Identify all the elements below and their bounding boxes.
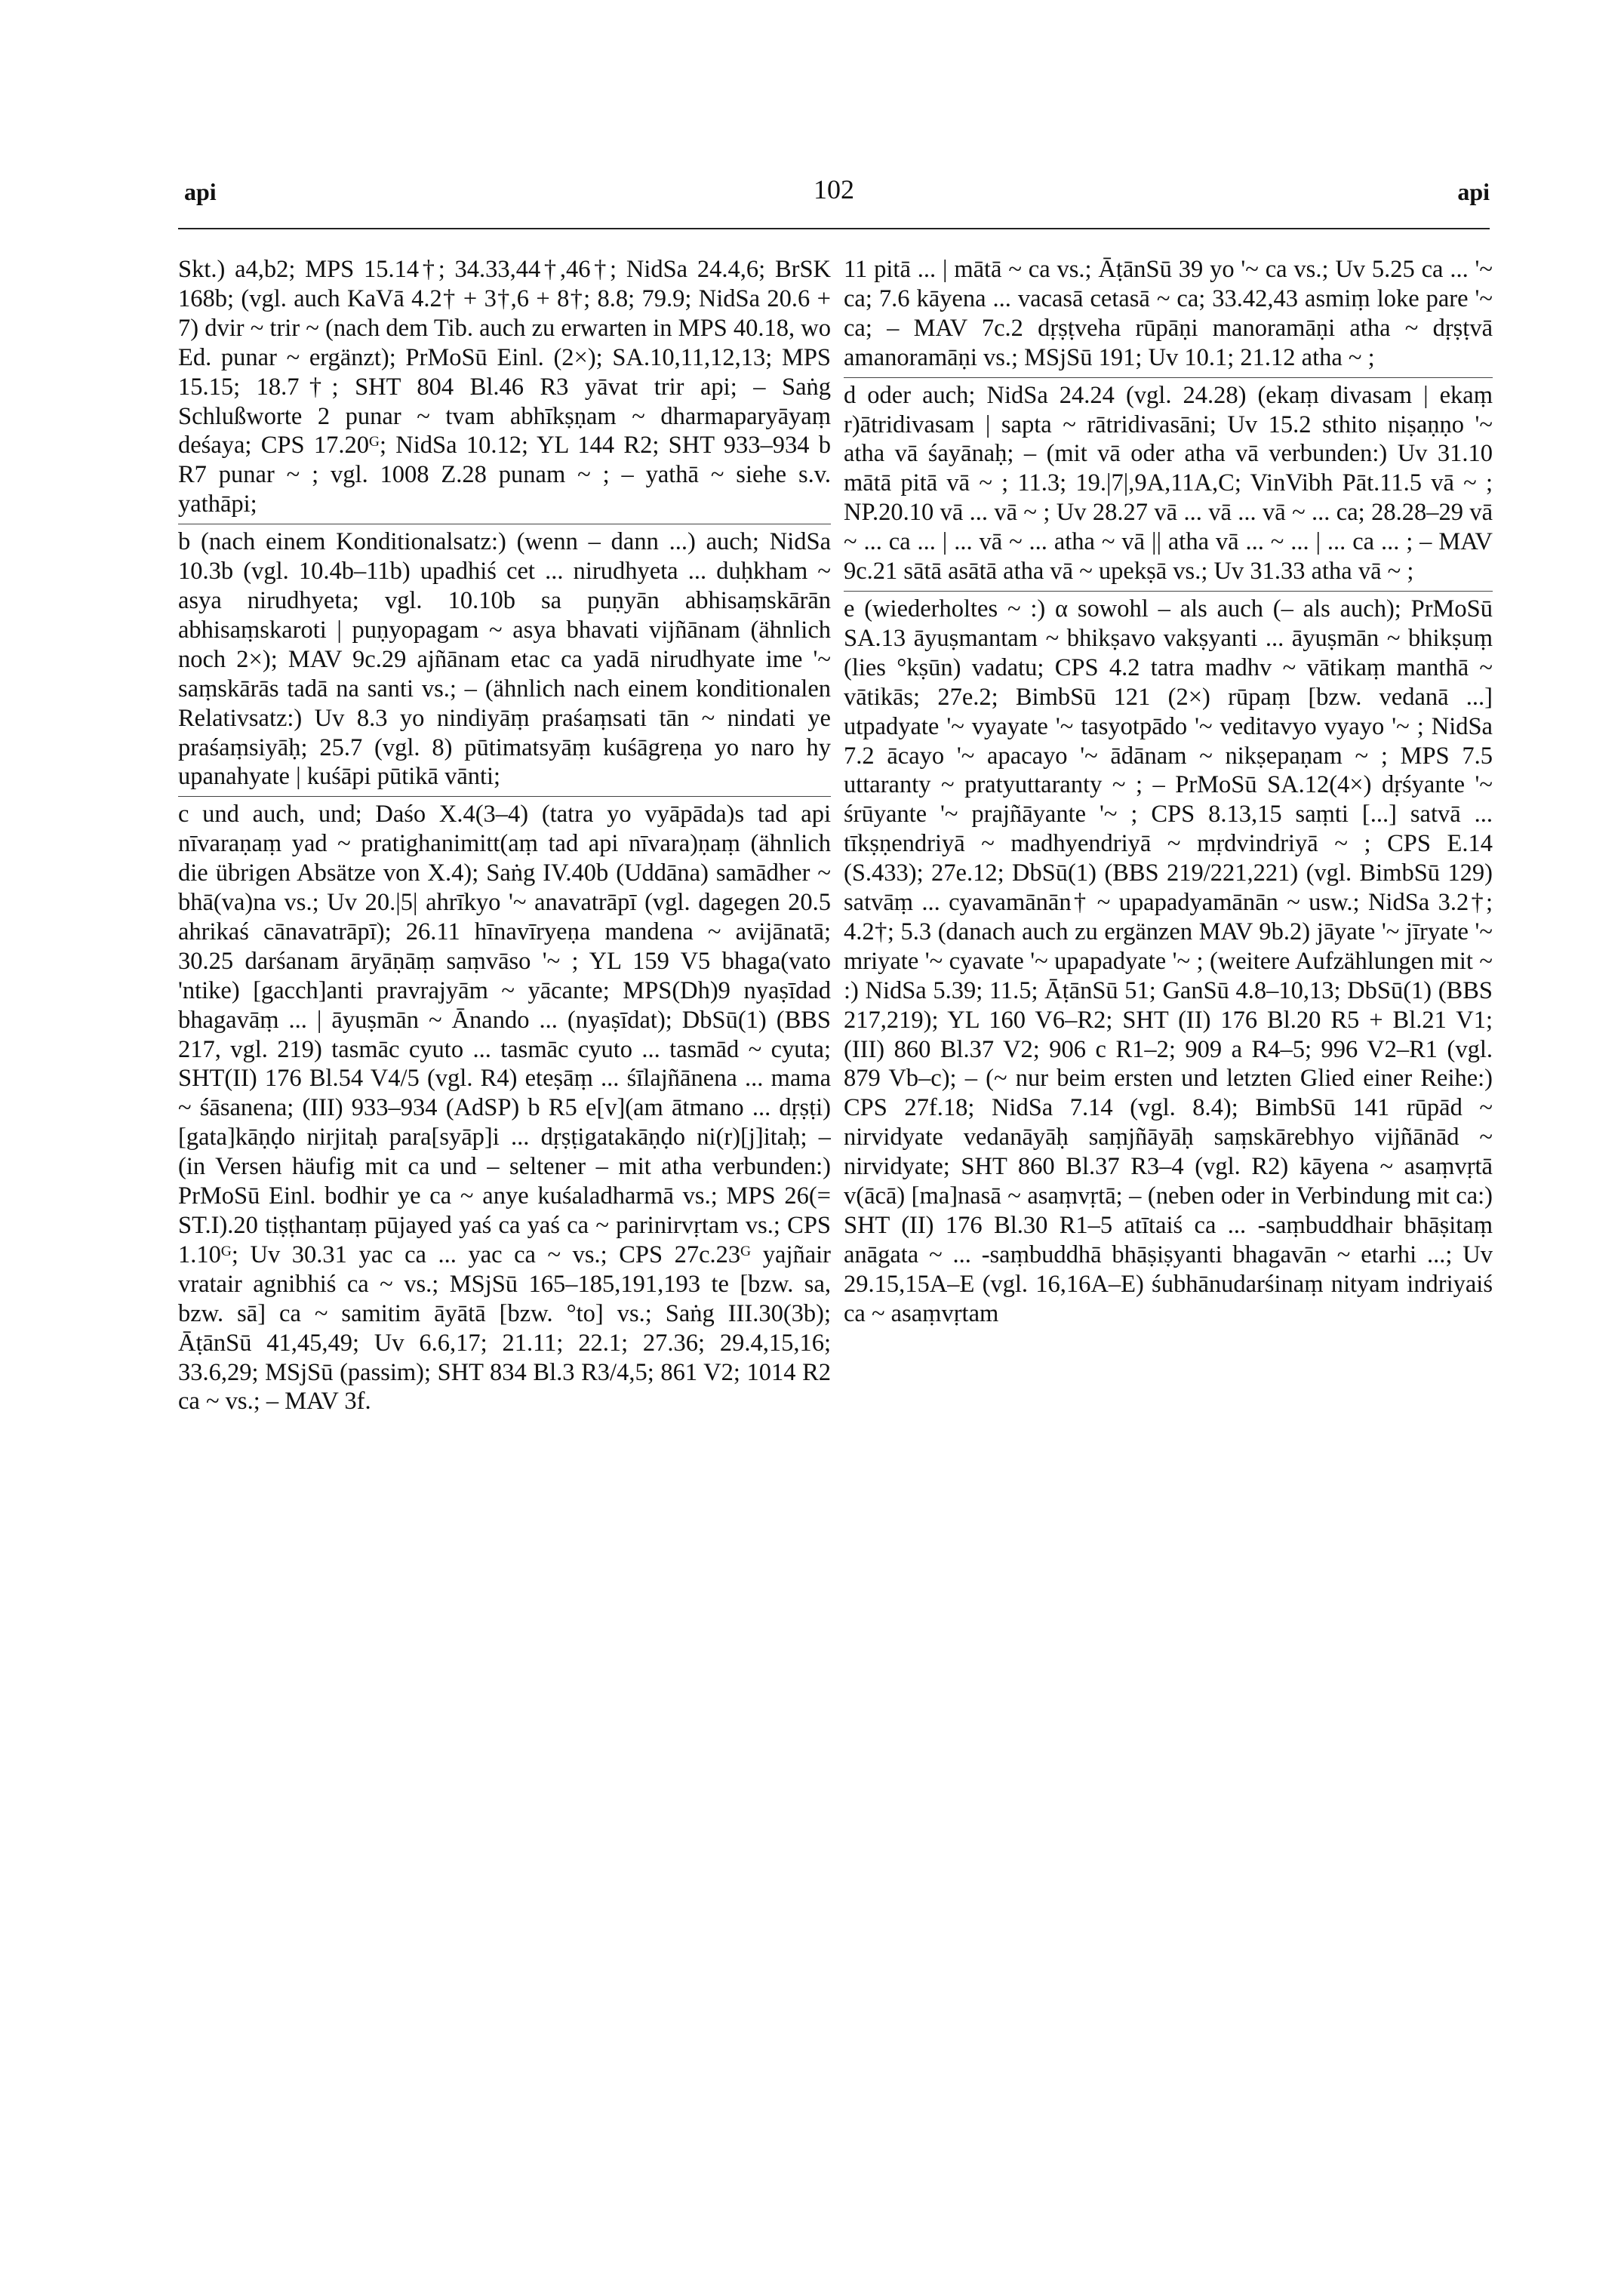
entry-paragraph-a: Skt.) a4,b2; MPS 15.14†; 34.33,44†,46†; NidSa 24.4,6; BrSK 168b; (vgl. auch KaVā 4.2† + 3†,6 + 8†; 8.8; 79.9; NidSa 20.6 + 7) dvir ~ trir ~ (nach dem Tib. auch zu erwarten in MPS 40.18, wo Ed. punar ~ ergänzt); PrMoSū Einl. (2×); SA.10,11,12,13; MPS 15.15; 18.7†; SHT 804 Bl.46 R3 yāvat trir api; – Saṅg Schlußworte 2 punar ~ tvam abhīkṣṇam ~ dharmaparyāyaṃ deśaya; CPS 17.20ᴳ; NidSa 10.12; YL 144 R2; SHT 933–934 b R7 punar ~ ; vgl. 1008 Z.28 punam ~ ; – yathā ~ siehe s.v. yathāpi; xyxy=(178,256,831,518)
entry-paragraph-e: e (wiederholtes ~ :) α sowohl – als auch (– als auch); PrMoSū SA.13 āyuṣmantam ~ bhikṣavo vakṣyanti ... āyuṣmān ~ bhikṣuṃ (lies °kṣūn) vadatu; CPS 4.2 tatra madhv ~ vātikaṃ manthā ~ vātikās; 27e.2; BimbSū 121 (2×) rūpaṃ [bzw. vedanā ...] utpadyate '~ vyayate '~ tasyotpādo '~ veditavyo vyayo '~ ; NidSa 7.2 ācayo '~ apacayo '~ ādānam ~ nikṣepaṇam ~ ; MPS 7.5 uttaranty ~ pratyuttaranty ~ ; – PrMoSū SA.12(4×) dṛśyante '~ śrūyante '~ prajñāyante '~ ; CPS 8.13,15 saṃti [...] satvā ... tīkṣṇendriyā ~ madhyendriyā ~ mṛdvindriyā ~ ; CPS E.14 (S.433); 27e.12; DbSū(1) (BBS 219/221,221) (vgl. BimbSū 129) satvāṃ ... cyavamānān† ~ upapadyamānān ~ usw.; NidSa 3.2†; 4.2†; 5.3 (danach auch zu ergänzen MAV 9b.2) jāyate '~ jīryate '~ mriyate '~ cyavate '~ upapadyate '~ ; (weitere Aufzählungen mit ~ :) NidSa 5.39; 11.5; ĀṭānSū 51; GanSū 4.8–10,13; DbSū(1) (BBS 217,219); YL 160 V6–R2; SHT (II) 176 Bl.20 R5 + Bl.21 V1; (III) 860 Bl.37 V2; 906 c R1–2; 909 a R4–5; 996 V2–R1 (vgl. 879 Vb–c); – (~ nur beim ersten und letzten Glied einer Reihe:) CPS 27f.18; NidSa 7.14 (vgl. 8.4); BimbSū 141 rūpād ~ nirvidyate vedanāyāḥ saṃjñāyāḥ saṃskārebhyo vijñānād ~ nirvidyate; SHT 860 Bl.37 R3–4 (vgl. R2) kāyena ~ asaṃvṛtā v(ācā) [ma]nasā ~ asaṃvṛtā; – (neben oder in Verbindung mit ca:) SHT (II) 176 Bl.30 R1–5 atītaiś ca ... -saṃbuddhair bhāṣitaṃ anāgata ~ ... -saṃbuddhā bhāṣiṣyanti bhagavān ~ etarhi ...; Uv 29.15,15A–E (vgl. 16,16A–E) śubhānudarśinaṃ nityam indriyaiś ca ~ asaṃvṛtam xyxy=(844,591,1493,1329)
entry-paragraph-c: c und auch, und; Daśo X.4(3–4) (tatra yo vyāpāda)s tad api nīvaraṇaṃ yad ~ pratighanimitt(aṃ tad api nīvara)ṇaṃ (ähnlich die übrigen Absätze von X.4); Saṅg IV.40b (Uddāna) samādher ~ bhā(va)na vs.; Uv 20.|5| ahrīkyo '~ anavatrāpī (vgl. dagegen 20.5 ahrikaś cānavatrāpī); 26.11 hīnavīryeṇa mandena ~ avijānatā; 30.25 darśanam āryāṇāṃ saṃvāso '~ ; YL 159 V5 bhaga(vato 'ntike) [gacch]anti pravrajyām ~ yācante; MPS(Dh)9 nyaṣīdad bhagavāṃ ... | āyuṣmān ~ Ānando ... (nyaṣīdat); DbSū(1) (BBS 217, vgl. 219) tasmāc cyuto ... tasmāc cyuto ... tasmād ~ cyuta; SHT(II) 176 Bl.54 V4/5 (vgl. R4) eteṣāṃ ... śīlajñānena ... mama ~ śāsanena; (III) 933–934 (AdSP) b R5 e[v](am ātmano ... dṛṣṭi)[gata]kāṇḍo nirjitaḥ para[syāp]i ... dṛṣṭigatakāṇḍo ni(r)[j]itaḥ; – (in Versen häufig mit ca und – seltener – mit atha verbunden:) PrMoSū Einl. bodhir ye ca ~ anye kuśaladharmā vs.; MPS 26(= ST.I).20 tiṣṭhantaṃ pūjayed yaś ca yaś ca ~ parinirvṛtam vs.; CPS 1.10ᴳ; Uv 30.31 yac ca ... yac ca ~ vs.; CPS 27c.23ᴳ yajñair vratair agnibhiś ca ~ vs.; MSjSū 165–185,191,193 te [bzw. sa, bzw. sā] ca ~ samitim āyātā [bzw. °to] vs.; Saṅg III.30(3b); ĀṭānSū 41,45,49; Uv 6.6,17; 21.11; 22.1; 27.36; 29.4,15,16; 33.6,29; MSjSū (passim); SHT 834 Bl.3 R3/4,5; 861 V2; 1014 R2 ca ~ vs.; – MAV 3f. xyxy=(178,796,831,1416)
entry-paragraph-c-cont: 11 pitā ... | mātā ~ ca vs.; ĀṭānSū 39 yo '~ ca vs.; Uv 5.25 ca ... '~ ca; 7.6 kāyena ... vacasā cetasā ~ ca; 33.42,43 asmiṃ loke pare '~ ca; – MAV 7c.2 dṛṣṭveha rūpāṇi manoramāṇi atha ~ dṛṣṭvā amanoramāṇi vs.; MSjSū 191; Uv 10.1; 21.12 atha ~ ; xyxy=(844,256,1493,371)
page-number: 102 xyxy=(814,174,854,204)
running-head-right: api xyxy=(1457,178,1490,205)
entry-paragraph-b: b (nach einem Konditionalsatz:) (wenn – dann ...) auch; NidSa 10.3b (vgl. 10.4b–11b) upadhiś cet ... nirudhyeta ... duḥkham ~ asya nirudhyeta; vgl. 10.10b sa puṇyān abhisaṃskārān abhisaṃskaroti | puṇyopagam ~ asya bhavati vijñānam (ähnlich noch 2×); MAV 9c.29 ajñānam etac ca yadā nirudhyate ime '~ saṃskārās tadā na santi vs.; – (ähnlich nach einem konditionalen Relativsatz:) Uv 8.3 yo nindiyāṃ praśaṃsati tān ~ nindati ye praśaṃsiyāḥ; 25.7 (vgl. 8) pūtimatsyāṃ kuśāgreṇa yo naro hy upanahyate | kuśāpi pūtikā vānti; xyxy=(178,524,831,792)
page-header xyxy=(178,174,1490,223)
running-head-left: api xyxy=(184,178,217,205)
entry-paragraph-d: d oder auch; NidSa 24.24 (vgl. 24.28) (ekaṃ divasam | ekaṃ r)ātridivasam | sapta ~ rātridivasāni; Uv 15.2 sthito niṣaṇṇo '~ atha vā śayānaḥ; – (mit vā oder atha vā verbunden:) Uv 31.10 mātā pitā vā ~ ; 11.3; 19.|7|,9A,11A,C; VinVibh Pāt.11.5 vā ~ ; NP.20.10 vā ... vā ~ ; Uv 28.27 vā ... vā ... vā ~ ... ca; 28.28–29 vā ~ ... ca ... | ... vā ~ ... atha ~ vā || atha vā ... ~ ... | ... ca ... ; – MAV 9c.21 sātā asātā atha vā ~ upekṣā vs.; Uv 31.33 atha vā ~ ; xyxy=(844,377,1493,586)
right-column xyxy=(844,255,1493,2232)
header-rule xyxy=(178,228,1490,229)
left-column xyxy=(178,255,831,2232)
